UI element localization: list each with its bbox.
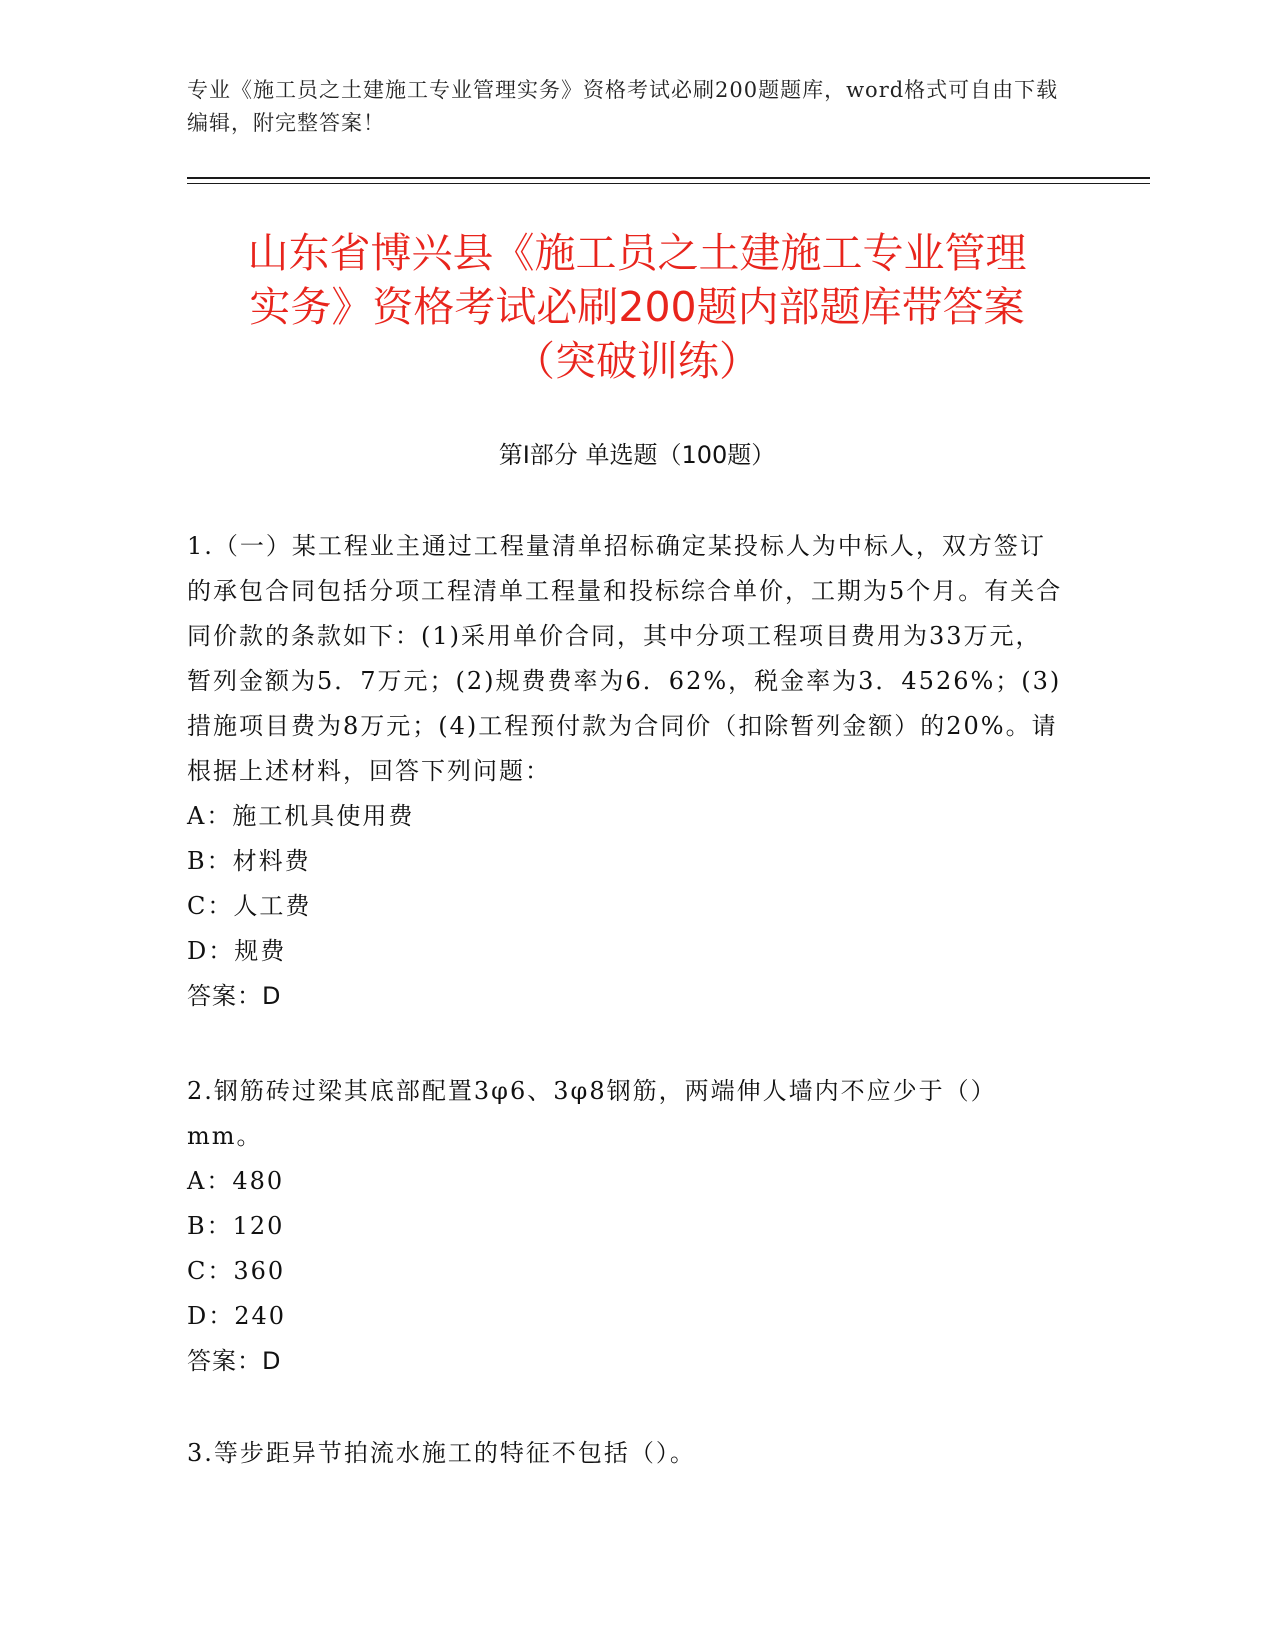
document-title [187, 226, 1087, 388]
option-d: D：240 [187, 1302, 287, 1330]
question-text: 3.等步距异节拍流水施工的特征不包括（）。 [187, 1439, 696, 1467]
section-heading: 第I部分 单选题（100题） [498, 441, 776, 469]
option-b: B：120 [187, 1212, 285, 1240]
option-d: D：规费 [187, 937, 287, 965]
option-a: A：施工机具使用费 [187, 802, 415, 830]
title-line-3: （突破训练） [514, 337, 760, 385]
question-1 [187, 524, 1067, 1019]
option-c: C：人工费 [187, 892, 312, 920]
header-note: 专业《施工员之土建施工专业管理实务》资格考试必刷200题题库，word格式可自由下载编辑，附完整答案！ [187, 78, 1059, 135]
question-text: 2.钢筋砖过梁其底部配置3φ6、3φ8钢筋，两端伸人墙内不应少于（）mm。 [187, 1077, 997, 1150]
option-c: C：360 [187, 1257, 286, 1285]
question-3 [187, 1431, 1067, 1476]
question-2 [187, 1069, 1067, 1384]
option-a: A：480 [187, 1167, 285, 1195]
title-line-2: 实务》资格考试必刷200题内部题库带答案 [249, 283, 1025, 331]
question-text: 1.（一）某工程业主通过工程量清单招标确定某投标人为中标人，双方签订的承包合同包括分项工程清单工程量和投标综合单价，工期为5个月。有关合同价款的条款如下：(1)采用单价合同，其中分项工程项目费用为33万元，暂列金额为5．7万元；(2)规费费率为6．62%，税金率为3．4526%；(3)措施项目费为8万元；(4)工程预付款为合同价（扣除暂列金额）的20%。请根据上述材料，回答下列问题： [187, 532, 1063, 785]
answer: 答案：D [187, 1347, 282, 1375]
answer: 答案：D [187, 982, 282, 1010]
option-b: B：材料费 [187, 847, 311, 875]
header-divider-thick [187, 177, 1150, 179]
header-divider-thin [187, 183, 1150, 184]
title-line-1: 山东省博兴县《施工员之土建施工专业管理 [247, 229, 1027, 277]
